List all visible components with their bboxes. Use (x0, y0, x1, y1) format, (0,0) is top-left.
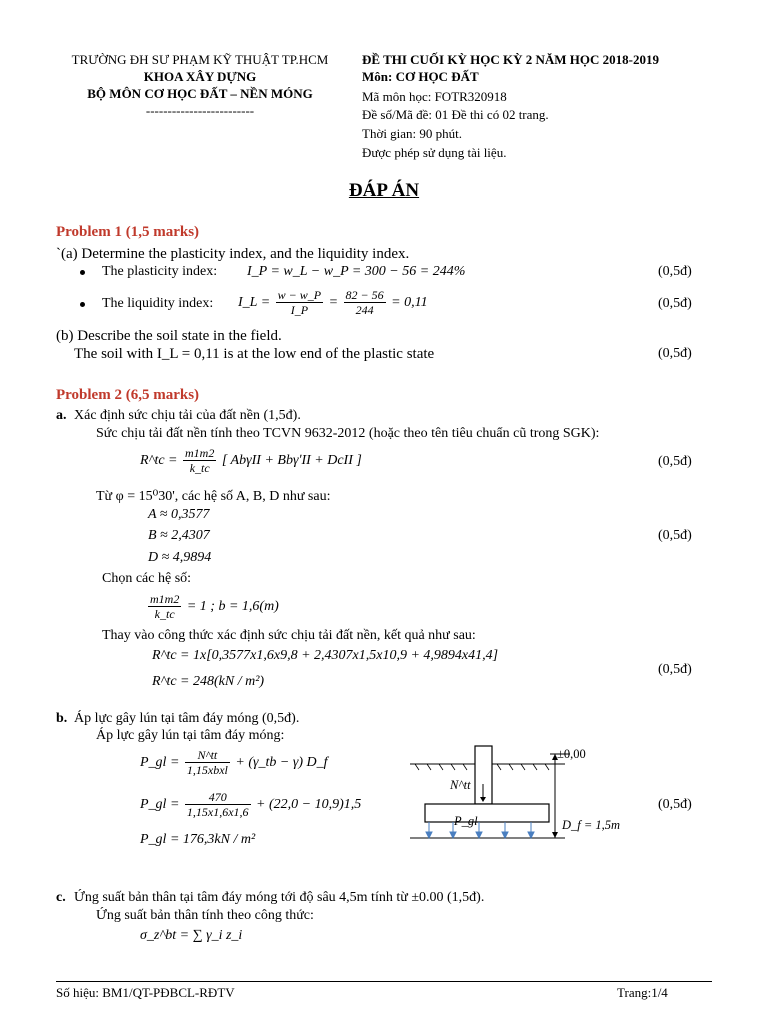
part-b-sub: Áp lực gây lún tại tâm đáy móng: (96, 728, 285, 743)
document-title: ĐÁP ÁN (348, 180, 420, 201)
ntt-label: N^tt (450, 778, 471, 792)
bullet-icon (80, 302, 85, 307)
part-a-marker: a. (56, 408, 67, 423)
footer-page: Trang:1/4 (617, 985, 668, 1000)
liquidity-score: (0,5đ) (658, 296, 692, 311)
plasticity-label: The plasticity index: (102, 264, 218, 279)
liquidity-lhs: I_L = (238, 295, 271, 310)
phi-line: Từ φ = 15⁰30', các hệ số A, B, D như sau: (96, 489, 331, 504)
substitute-line: Thay vào công thức xác định sức chịu tải đất nền, kết quả như sau: (102, 628, 476, 643)
part-b-heading: Áp lực gây lún tại tâm đáy móng (0,5đ). (74, 711, 300, 726)
exam-title: ĐỀ THI CUỐI KỲ HỌC KỲ 2 NĂM HỌC 2018-2019 (362, 52, 659, 67)
part-a-heading: Xác định sức chịu tải của đất nền (1,5đ). (74, 408, 301, 423)
pressure-formula: P_gl = $\frac{N\^{}tt}{\text{1,15xbxl}}$ + (γ_tb − γ) D_f (140, 748, 328, 778)
coef-B: B ≈ 2,4307 (148, 528, 210, 543)
pressure-fraction-1: $\frac{N\^{}tt}{\text{1,15xbxl}}$ (186, 748, 228, 778)
pressure-result: P_gl = 176,3kN / m² (140, 832, 256, 847)
problem1-title: Problem 1 (1,5 marks) (56, 224, 200, 240)
plasticity-formula: I_P = w_L − w_P = 300 − 56 = 244% (247, 264, 466, 279)
liquidity-fraction-1: $\frac{w - w\_P}{I\_P}$ (277, 288, 322, 318)
soil-state-score: (0,5đ) (658, 346, 692, 361)
department-name: BỘ MÔN CƠ HỌC ĐẤT – NỀN MÓNG (87, 86, 313, 101)
liquidity-formula: I_L = $\frac{w - w\_P}{I\_P}$ = $\frac{82 - 56}{244}$ = 0,11 (238, 288, 428, 318)
df-label: D_f = 1,5m (562, 818, 621, 832)
coef-A: A ≈ 0,3577 (148, 507, 210, 522)
pressure-substitution: P_gl = $\frac{470}{1,15x1,6x1,6}$ + (22,0 − 10,9)1,5 (140, 790, 362, 820)
subject: Môn: CƠ HỌC ĐẤT (362, 69, 479, 84)
bearing-formula: R^tc = $\frac{m1m2}{k\_tc}$ [ AbγII + BbγʹII + DcII ] (140, 446, 362, 476)
part-b-marker: b. (56, 711, 68, 726)
coef-D: D ≈ 4,9894 (148, 550, 212, 565)
header-dashes: ------------------------- (145, 103, 255, 118)
footer-rule (56, 981, 712, 982)
bearing-fraction: $\frac{m1m2}{k\_tc}$ (185, 446, 215, 476)
coef-fraction: $\frac{m1m2}{k\_tc}$ (150, 592, 180, 622)
level-label: ±0,00 (557, 747, 586, 761)
bullet-icon (80, 270, 85, 275)
footing (425, 804, 549, 822)
liquidity-fraction-2: $\frac{82 - 56}{244}$ (345, 288, 384, 318)
bearing-calc: R^tc = 1x[0,3577x1,6x9,8 + 2,4307x1,5x10,9 + 4,9894x41,4] (152, 648, 499, 663)
bearing-score-3: (0,5đ) (658, 662, 692, 677)
bearing-score-1: (0,5đ) (658, 454, 692, 469)
materials: Được phép sử dụng tài liệu. (362, 145, 507, 160)
problem2-title: Problem 2 (6,5 marks) (56, 387, 200, 403)
bearing-score-2: (0,5đ) (658, 528, 692, 543)
problem1-part-a: `(a) Determine the plasticity index, and the liquidity index. (56, 246, 410, 262)
school-name: TRƯỜNG ĐH SƯ PHẠM KỸ THUẬT TP.HCM (71, 52, 329, 67)
course-code: Mã môn học: FOTR320918 (362, 89, 507, 104)
part-c-heading: Ứng suất bản thân tại tâm đáy móng tới độ sâu 4,5m tính từ ±0.00 (1,5đ). (74, 890, 485, 905)
coef-formula: $\frac{m1m2}{k\_tc}$ = 1 ; b = 1,6(m) (150, 592, 279, 622)
part-c-marker: c. (56, 890, 66, 905)
part-a-intro: Sức chịu tải đất nền tính theo TCVN 9632-2012 (hoặc theo tên tiêu chuẩn cũ trong SGK): (96, 426, 600, 441)
soil-state-answer: The soil with I_L = 0,11 is at the low end of the plastic state (74, 346, 435, 362)
problem1-part-b: (b) Describe the soil state in the field. (56, 328, 282, 344)
exam-code: Đề số/Mã đề: 01 Đề thi có 02 trang. (362, 107, 549, 122)
footer-code: Số hiệu: BM1/QT-PĐBCL-RĐTV (56, 985, 235, 1000)
stress-formula: σ_z^bt = ∑ γ_i z_i (140, 928, 243, 943)
pgl-label: P_gl (454, 814, 478, 828)
pressure-arrows (426, 822, 534, 838)
choose-coef: Chọn các hệ số: (102, 571, 192, 586)
liquidity-label: The liquidity index: (102, 296, 214, 311)
part-c-sub: Ứng suất bản thân tính theo công thức: (96, 908, 314, 923)
liquidity-rhs: = 0,11 (391, 295, 428, 310)
bearing-result: R^tc = 248(kN / m²) (152, 674, 265, 689)
faculty-name: KHOA XÂY DỰNG (143, 69, 257, 84)
pressure-score: (0,5đ) (658, 797, 692, 812)
duration: Thời gian: 90 phút. (362, 126, 463, 141)
plasticity-score: (0,5đ) (658, 264, 692, 279)
pressure-fraction-2: $\frac{470}{1,15x1,6x1,6}$ (186, 790, 249, 820)
